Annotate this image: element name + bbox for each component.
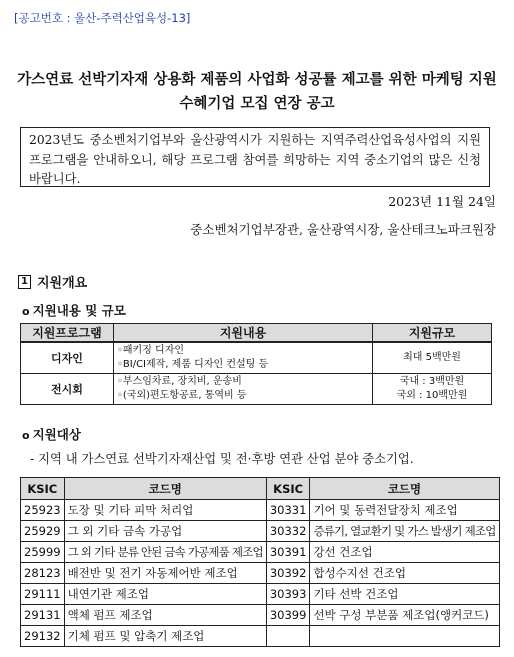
code-name: 그 외 기타 분류 안된 금속 가공제품 제조업 — [64, 542, 266, 563]
subheading-target — [22, 425, 81, 443]
code-name: 배전반 및 전기 자동제어반 제조업 — [64, 563, 266, 584]
section-number: 1 — [18, 275, 31, 289]
scale-line: 국외 : 10백만원 — [396, 390, 468, 401]
code-name: 그 외 기타 금속 가공업 — [64, 521, 266, 542]
subheading-support-label: 지원내용 및 규모 — [32, 303, 126, 318]
table-row — [21, 626, 500, 647]
table-row — [21, 342, 492, 374]
ksic-code: 25929 — [21, 521, 65, 542]
codename-header: 코드명 — [64, 478, 266, 500]
subheading-target-label: 지원대상 — [32, 427, 81, 442]
code-name: 강선 건조업 — [310, 542, 499, 563]
content-cell — [114, 374, 373, 405]
code-name: 선박 구성 부분품 제조업(앵커코드) — [310, 605, 499, 626]
code-name: 액체 펌프 제조업 — [64, 605, 266, 626]
support-table-header: 지원내용 — [114, 324, 373, 343]
subheading-support — [22, 301, 126, 319]
ksic-table — [20, 477, 500, 647]
code-name: 기타 선박 건조업 — [310, 584, 499, 605]
code-name: 증류기, 열교환기 및 가스 발생기 제조업 — [310, 521, 499, 542]
circle-bullet-icon: o — [22, 429, 30, 442]
ksic-code: 30392 — [266, 563, 310, 584]
ksic-code: 30332 — [266, 521, 310, 542]
code-name: 합성수지선 건조업 — [310, 563, 499, 584]
code-name: 도장 및 기타 피막 처리업 — [64, 500, 266, 521]
code-name: 기체 펌프 및 압축기 제조업 — [64, 626, 266, 647]
code-name — [310, 626, 499, 647]
ksic-code: 30391 — [266, 542, 310, 563]
target-description: - 지역 내 가스연료 선박기자재산업 및 전·후방 연관 산업 분야 중소기업. — [30, 452, 414, 466]
ksic-header: KSIC — [21, 478, 65, 500]
table-row — [21, 500, 500, 521]
ksic-code: 29132 — [21, 626, 65, 647]
support-table — [20, 323, 492, 405]
ksic-code: 30331 — [266, 500, 310, 521]
content-line: ◦패키징 디자인 — [117, 345, 185, 356]
intro-box — [20, 127, 490, 187]
program-cell: 디자인 — [21, 342, 114, 374]
ksic-code: 30393 — [266, 584, 310, 605]
ksic-header: KSIC — [266, 478, 310, 500]
table-row — [21, 374, 492, 405]
page-title-line1: 가스연료 선박기자재 상용화 제품의 사업화 성공률 제고를 위한 마케팅 지원 — [17, 72, 497, 88]
ksic-code: 30399 — [266, 605, 310, 626]
ksic-code: 29131 — [21, 605, 65, 626]
table-row — [21, 605, 500, 626]
content-line: ◦BI/CI제작, 제품 디자인 컨설팅 등 — [117, 359, 269, 370]
code-name: 기어 및 동력전달장치 제조업 — [310, 500, 499, 521]
content-line: ◦(국외)편도항공료, 통역비 등 — [117, 390, 247, 401]
notice-number: [공고번호 : 울산-주력산업육성-13] — [14, 11, 191, 25]
scale-line: 최대 5백만원 — [403, 352, 461, 363]
intro-text: 2023년도 중소벤처기업부와 울산광역시가 지원하는 지역주력산업육성사업의 지원프로그램을 안내하오니, 해당 프로그램 참여를 희망하는 지역 중소기업의 많은 신청 바랍니다. — [29, 133, 481, 186]
content-cell — [114, 342, 373, 374]
scale-line: 국내 : 3백만원 — [399, 376, 465, 387]
page-title-line2: 수혜기업 모집 연장 공고 — [179, 96, 335, 112]
program-cell: 전시회 — [21, 374, 114, 405]
ksic-code: 25923 — [21, 500, 65, 521]
scale-cell — [373, 342, 492, 374]
ksic-code: 28123 — [21, 563, 65, 584]
notice-date: 2023년 11월 24일 — [388, 194, 496, 209]
content-line: ◦부스임차료, 장치비, 운송비 — [117, 376, 242, 387]
ksic-code: 29111 — [21, 584, 65, 605]
table-row — [21, 542, 500, 563]
circle-bullet-icon: o — [22, 305, 30, 318]
ksic-code — [266, 626, 310, 647]
scale-cell — [373, 374, 492, 405]
issuer-line: 중소벤처기업부장관, 울산광역시장, 울산테크노파크원장 — [190, 222, 496, 237]
code-name: 내연기관 제조업 — [64, 584, 266, 605]
support-table-header: 지원프로그램 — [21, 324, 114, 343]
ksic-code: 25999 — [21, 542, 65, 563]
table-row — [21, 521, 500, 542]
support-table-header: 지원규모 — [373, 324, 492, 343]
codename-header: 코드명 — [310, 478, 499, 500]
table-row — [21, 584, 500, 605]
section-heading — [18, 272, 87, 291]
table-row — [21, 563, 500, 584]
section-title: 지원개요 — [37, 276, 88, 291]
